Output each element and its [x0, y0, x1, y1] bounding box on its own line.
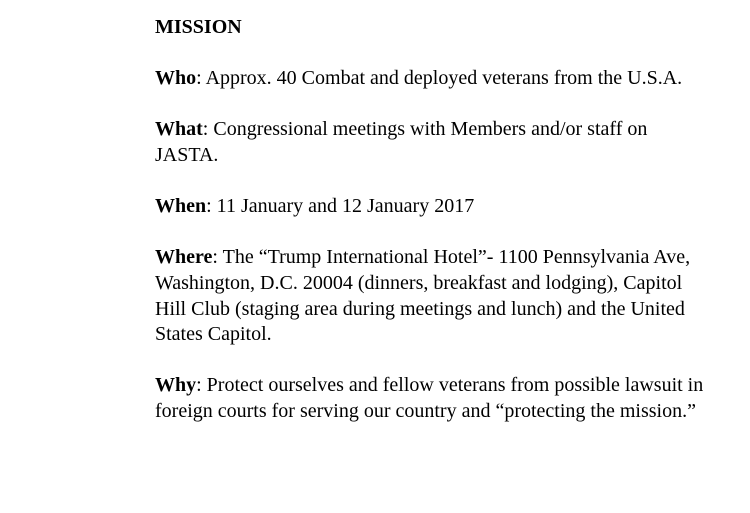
section-why [155, 373, 715, 424]
section-text-why: : Protect ourselves and fellow veterans from possible lawsuit in foreign courts for serving our country and “protecting the mission.” [155, 374, 704, 422]
section-label-who: Who [155, 67, 197, 90]
section-label-why: Why [155, 374, 197, 397]
section-who [155, 66, 715, 92]
section-when [155, 194, 715, 220]
section-text-when: : 11 January and 12 January 2017 [206, 195, 475, 218]
section-text-who: : Approx. 40 Combat and deployed veterans from the U.S.A. [196, 67, 683, 90]
section-label-where: Where [155, 246, 213, 269]
section-where [155, 245, 715, 347]
section-what [155, 117, 715, 168]
section-text-where: : The “Trump International Hotel”- 1100 Pennsylvania Ave, Washington, D.C. 20004 (dinners, breakfast and lodging), Capitol Hill Club (staging area during meetings and lunch) and the United States Capitol. [155, 246, 691, 346]
section-label-when: When [155, 195, 207, 218]
document-heading: MISSION [155, 16, 242, 38]
section-text-what: : Congressional meetings with Members and/or staff on JASTA. [155, 118, 648, 166]
mission-document [155, 15, 715, 425]
section-label-what: What [155, 118, 203, 141]
